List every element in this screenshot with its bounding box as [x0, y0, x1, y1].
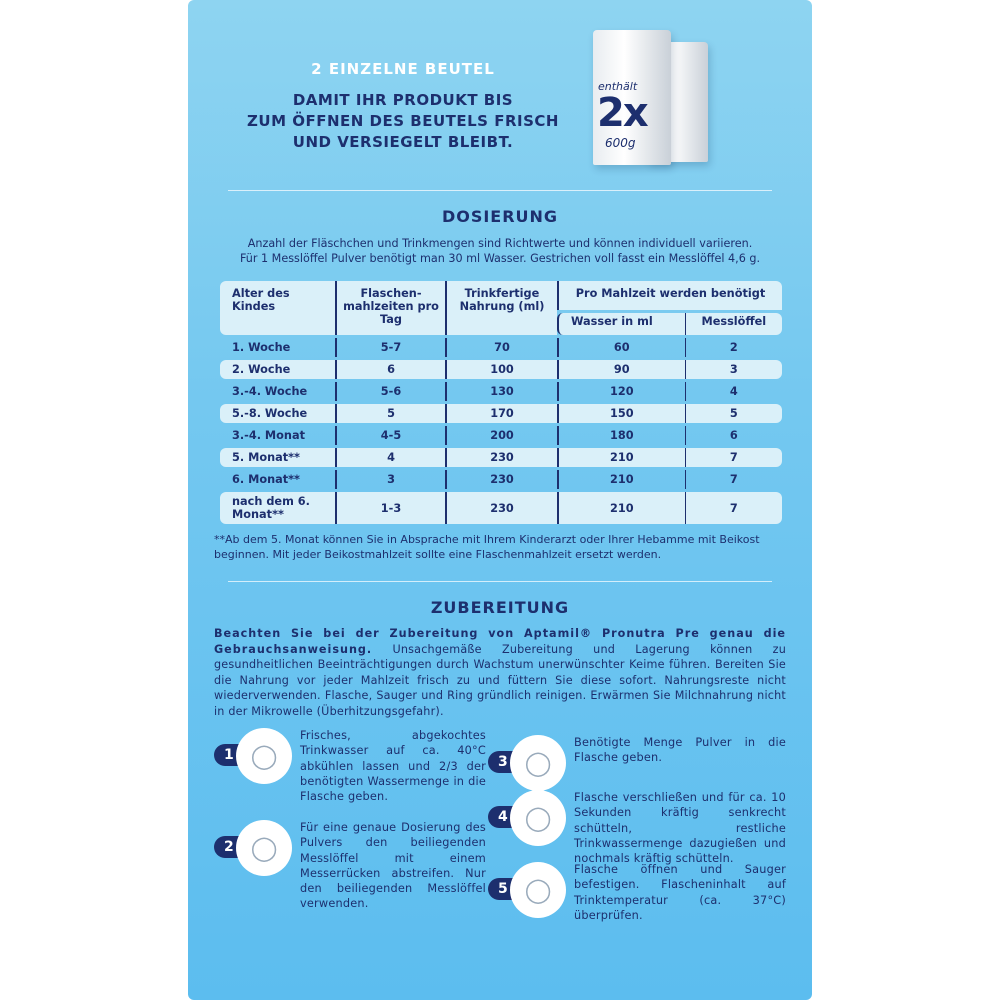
cell-water: 150: [557, 404, 685, 423]
cell-ready: 230: [445, 470, 557, 489]
header-water: Wasser in ml: [557, 313, 685, 335]
cell-age: 2. Woche: [220, 360, 335, 379]
step-number: 1: [214, 744, 248, 766]
cell-ready: 230: [445, 448, 557, 467]
cell-meals: 5-6: [335, 382, 445, 401]
cell-meals: 4: [335, 448, 445, 467]
table-row: [220, 426, 782, 445]
cell-meals: 5: [335, 404, 445, 423]
cell-ready: 130: [445, 382, 557, 401]
cell-age: 3.-4. Woche: [232, 385, 308, 398]
bag-count: 2x: [597, 90, 647, 136]
step-text: Benötigte Menge Pulver in die Flasche geben.: [574, 736, 786, 765]
cell-scoops: 4: [685, 382, 782, 401]
header-ready: Trinkfertige Nahrung (ml): [445, 281, 557, 335]
cell-ready: 200: [445, 426, 557, 445]
kettle-bottle-icon: ◯: [236, 728, 292, 784]
cell-age: 6. Monat**: [232, 473, 300, 486]
cell-age: 3.-4. Monat: [232, 429, 305, 442]
cell-water: 210: [557, 492, 685, 524]
cell-ready: 100: [445, 360, 557, 379]
cell-scoops: 3: [685, 360, 782, 379]
cell-water: 60: [557, 338, 685, 357]
bag-front: [593, 30, 671, 165]
cell-ready: 170: [445, 404, 557, 423]
step-number: 5: [488, 878, 522, 900]
cell-age: 1. Woche: [232, 341, 291, 354]
cell-scoops: 5: [685, 404, 782, 423]
bags-illustration: [593, 30, 713, 170]
cell-meals: 5-7: [335, 338, 445, 357]
preparation-body: Unsachgemäße Zubereitung und Lagerung können zu gesundheitlichen Beeinträchtigungen durch Wachstum unerwünschter Keime führen. Bereiten Sie die Nahrung vor jeder Mahlzeit frisch zu und füttern Sie diese sofort. Nahrungsreste nicht wiederverwenden. Flasche, Sauger und Ring gründlich reinigen. Erwärmen Sie Milchnahrung nicht in der Mikrowelle (Überhitzungsgefahr).: [214, 642, 786, 718]
cell-age: nach dem 6. Monat**: [220, 492, 335, 524]
dosierung-intro: [208, 236, 792, 266]
cell-water: 180: [557, 426, 685, 445]
step-number: 4: [488, 806, 522, 828]
bag-contains-label: enthält: [598, 80, 638, 93]
cell-age: 5. Monat**: [220, 448, 335, 467]
step-text: Für eine genaue Dosierung des Pulvers den beiliegenden Messlöffel mit einem Messerrücken abstreifen. Nur den beiliegenden Messlöffel verwenden.: [300, 821, 486, 911]
bag-weight: 600g: [605, 136, 636, 150]
test-temperature-icon: ◯: [510, 862, 566, 918]
step-number: 2: [214, 836, 248, 858]
cell-water: 120: [557, 382, 685, 401]
table-row: [220, 470, 782, 489]
preparation-bold: Beachten Sie bei der Zubereitung von Aptamil® Pronutra Pre genau die Gebrauchsanweisung.: [214, 627, 786, 656]
cell-meals: 1-3: [335, 492, 445, 524]
cell-ready: 230: [445, 492, 557, 524]
header-scoops: Messlöffel: [685, 313, 782, 335]
cell-scoops: 7: [685, 448, 782, 467]
shake-bottle-icon: ◯: [510, 790, 566, 846]
hero: [188, 60, 618, 153]
hero-title: 2 EINZELNE BEUTEL: [311, 60, 495, 78]
step-text: Flasche öffnen und Sauger befestigen. Flascheninhalt auf Trinktemperatur (ca. 37°C) überprüfen.: [574, 863, 786, 922]
cell-scoops: 7: [685, 492, 782, 524]
divider: [228, 581, 772, 582]
header-per-meal: Pro Mahlzeit werden benötigt: [557, 281, 782, 310]
step-text: Frisches, abgekochtes Trinkwasser auf ca. 40°C abkühlen lassen und 2/3 der benötigten Wassermenge in die Flasche geben.: [300, 729, 486, 804]
scoop-knife-icon: ◯: [236, 820, 292, 876]
header-meals: Flaschen- mahlzeiten pro Tag: [335, 281, 445, 335]
cell-scoops: 6: [685, 426, 782, 445]
cell-age: 5.-8. Woche: [220, 404, 335, 423]
zubereitung-title: ZUBEREITUNG: [430, 598, 570, 617]
intro-line: Anzahl der Fläschchen und Trinkmengen sind Richtwerte und können individuell variieren.: [247, 237, 753, 250]
preparation-text: [214, 626, 786, 719]
table-row: [220, 338, 782, 357]
table-row: [220, 404, 782, 423]
table-row: [220, 382, 782, 401]
header-age: Alter des Kindes: [220, 281, 335, 335]
dosage-table: [220, 278, 782, 527]
intro-line: Für 1 Messlöffel Pulver benötigt man 30 ml Wasser. Gestrichen voll fasst ein Messlöffel 4,6 g.: [239, 252, 761, 265]
table-row: [220, 492, 782, 524]
subtitle-line: ZUM ÖFFNEN DES BEUTELS FRISCH: [247, 112, 559, 130]
cell-water: 90: [557, 360, 685, 379]
table-row: [220, 360, 782, 379]
subtitle-line: DAMIT IHR PRODUKT BIS: [292, 91, 514, 109]
cell-meals: 6: [335, 360, 445, 379]
step-number: 3: [488, 751, 522, 773]
subtitle-line: UND VERSIEGELT BLEIBT.: [292, 133, 514, 151]
dosierung-title: DOSIERUNG: [441, 207, 559, 226]
cell-water: 210: [557, 470, 685, 489]
footnote: **Ab dem 5. Monat können Sie in Absprache mit Ihrem Kinderarzt oder Ihrer Hebamme mit Beikost beginnen. Mit jeder Beikostmahlzeit sollte eine Flaschenmahlzeit ersetzt werden.: [214, 533, 760, 561]
cell-scoops: 2: [685, 338, 782, 357]
divider: [228, 190, 772, 191]
cell-water: 210: [557, 448, 685, 467]
cell-meals: 3: [335, 470, 445, 489]
cell-ready: 70: [445, 338, 557, 357]
hero-subtitle: [188, 90, 618, 153]
table-row: [220, 448, 782, 467]
cell-meals: 4-5: [335, 426, 445, 445]
scoop-bottle-icon: ◯: [510, 735, 566, 791]
step-text: Flasche verschließen und für ca. 10 Sekunden kräftig senkrecht schütteln, restliche Trinkwassermenge dazugießen und nochmals kräftig schütteln.: [574, 791, 786, 866]
package-panel: [188, 0, 812, 1000]
cell-scoops: 7: [685, 470, 782, 489]
